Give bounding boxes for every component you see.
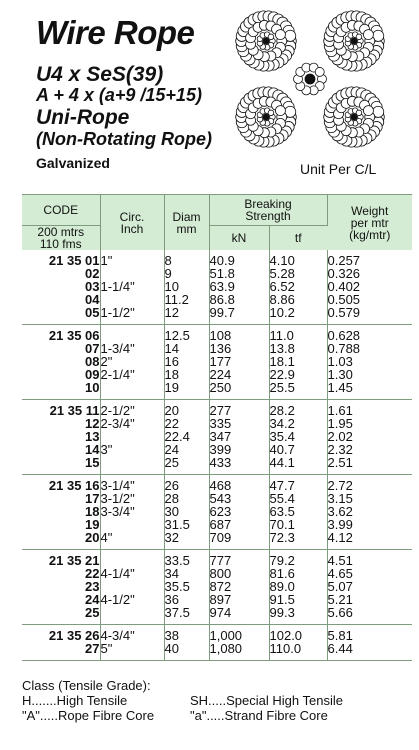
cell-code: 17 — [22, 492, 100, 505]
cell-diam: 30 — [164, 505, 209, 518]
cell-code: 21 35 01 — [22, 250, 100, 267]
cell-diam: 18 — [164, 368, 209, 381]
cell-kn: 136 — [209, 342, 269, 355]
cell-wt: 1.03 — [327, 354, 353, 369]
product-title: Wire Rope — [36, 14, 195, 51]
cell-diam: 32 — [164, 531, 209, 550]
cell-wt: 0.402 — [327, 279, 361, 294]
cell-kn: 63.9 — [209, 280, 269, 293]
cell-diam: 31.5 — [164, 518, 209, 531]
cell-circ: 2-1/2" — [100, 400, 164, 418]
cell-tf: 55.4 — [269, 492, 327, 505]
cell-circ: 2-3/4" — [100, 417, 164, 430]
cell-code: 14 — [22, 443, 100, 456]
cell-kn: 468 — [209, 475, 269, 493]
cell-circ: 4" — [100, 531, 164, 550]
legend-rope-fibre-core: "A".....Rope Fibre Core — [22, 708, 155, 723]
cell-diam: 37.5 — [164, 606, 209, 625]
table-row — [22, 475, 412, 493]
cell-code: 04 — [22, 293, 100, 306]
cell-tf: 22.9 — [269, 368, 327, 381]
legend-strand-fibre-core: "a".....Strand Fibre Core — [190, 708, 328, 723]
cell-diam: 26 — [164, 475, 209, 493]
cell-code: 21 35 21 — [22, 550, 100, 568]
cell-diam: 36 — [164, 593, 209, 606]
cell-circ: 1-1/2" — [100, 306, 164, 325]
cell-wt: 2.32 — [327, 442, 353, 457]
cell-circ: 4-1/2" — [100, 593, 164, 606]
cell-diam: 24 — [164, 443, 209, 456]
cell-kn: 347 — [209, 430, 269, 443]
specification-table — [22, 194, 412, 661]
cell-kn: 250 — [209, 381, 269, 400]
cell-kn: 872 — [209, 580, 269, 593]
cell-tf: 91.5 — [269, 593, 327, 606]
cell-diam: 9 — [164, 267, 209, 280]
cell-wt: 2.72 — [327, 478, 353, 493]
finish-label: Galvanized — [36, 155, 110, 171]
cell-tf: 81.6 — [269, 567, 327, 580]
cell-code: 02 — [22, 267, 100, 280]
cell-wt: 2.02 — [327, 429, 353, 444]
cell-wt: 1.30 — [327, 367, 353, 382]
cell-code: 24 — [22, 593, 100, 606]
rope-cross-section-icon — [215, 4, 405, 154]
cell-circ — [100, 325, 164, 343]
cell-wt: 0.326 — [327, 266, 361, 281]
cell-tf: 47.7 — [269, 475, 327, 493]
cell-kn: 1,000 — [209, 625, 269, 643]
cell-code: 12 — [22, 417, 100, 430]
cell-tf: 63.5 — [269, 505, 327, 518]
cell-tf: 11.0 — [269, 325, 327, 343]
cell-code: 22 — [22, 567, 100, 580]
table-row — [22, 381, 412, 400]
table-row — [22, 306, 412, 325]
cell-diam: 11.2 — [164, 293, 209, 306]
table-row — [22, 606, 412, 625]
cell-code: 07 — [22, 342, 100, 355]
cell-wt: 1.61 — [327, 403, 353, 418]
cell-wt: 6.44 — [327, 642, 412, 661]
cell-kn: 51.8 — [209, 267, 269, 280]
cell-circ: 2-1/4" — [100, 368, 164, 381]
cell-wt: 3.99 — [327, 517, 353, 532]
unit-note: Unit Per C/L — [300, 161, 377, 177]
cell-code: 13 — [22, 430, 100, 443]
cell-circ: 3-1/2" — [100, 492, 164, 505]
product-header — [0, 0, 419, 188]
cell-tf: 25.5 — [269, 381, 327, 400]
cell-diam: 12 — [164, 306, 209, 325]
header-tf: tf — [269, 226, 327, 251]
cell-diam: 10 — [164, 280, 209, 293]
cell-wt: 0.257 — [327, 253, 361, 268]
cell-diam: 20 — [164, 400, 209, 418]
table-row — [22, 550, 412, 568]
cell-tf: 99.3 — [269, 606, 327, 625]
cell-circ: 1" — [100, 250, 164, 267]
cell-wt: 4.12 — [327, 531, 412, 550]
cell-tf: 18.1 — [269, 355, 327, 368]
cell-kn: 86.8 — [209, 293, 269, 306]
cell-diam: 33.5 — [164, 550, 209, 568]
cell-code: 03 — [22, 280, 100, 293]
cell-kn: 224 — [209, 368, 269, 381]
cell-wt: 4.51 — [327, 553, 353, 568]
legend-high-tensile: H.......High Tensile — [22, 693, 128, 708]
cell-tf: 6.52 — [269, 280, 327, 293]
header-diam: Diam mm — [164, 195, 209, 251]
cell-wt: 3.62 — [327, 504, 353, 519]
header-breaking-strength: Breaking Strength — [209, 195, 327, 226]
cell-diam: 22 — [164, 417, 209, 430]
cell-wt: 5.07 — [327, 579, 353, 594]
cell-kn: 687 — [209, 518, 269, 531]
cell-kn: 709 — [209, 531, 269, 550]
cell-code: 18 — [22, 505, 100, 518]
cell-circ — [100, 381, 164, 400]
cell-diam: 8 — [164, 250, 209, 267]
cell-kn: 40.9 — [209, 250, 269, 267]
cell-circ — [100, 456, 164, 475]
cell-circ: 5" — [100, 642, 164, 661]
cell-tf: 110.0 — [269, 642, 327, 661]
cell-kn: 108 — [209, 325, 269, 343]
header-code-sub: 200 mtrs 110 fms — [22, 226, 100, 251]
table-row — [22, 642, 412, 661]
cell-wt: 0.505 — [327, 292, 361, 307]
cell-code: 21 35 16 — [22, 475, 100, 493]
cell-code: 23 — [22, 580, 100, 593]
cell-kn: 777 — [209, 550, 269, 568]
cell-circ: 3" — [100, 443, 164, 456]
cell-tf: 40.7 — [269, 443, 327, 456]
cell-wt: 5.81 — [327, 628, 353, 643]
cell-code: 09 — [22, 368, 100, 381]
cell-diam: 22.4 — [164, 430, 209, 443]
header-circ: Circ. Inch — [100, 195, 164, 251]
cell-circ: 4-3/4" — [100, 625, 164, 643]
cell-tf: 35.4 — [269, 430, 327, 443]
cell-kn: 99.7 — [209, 306, 269, 325]
cell-diam: 35.5 — [164, 580, 209, 593]
cell-diam: 40 — [164, 642, 209, 661]
cell-tf: 10.2 — [269, 306, 327, 325]
cell-tf: 4.10 — [269, 250, 327, 267]
cell-diam: 25 — [164, 456, 209, 475]
grade-legend — [22, 678, 412, 723]
cell-tf: 5.28 — [269, 267, 327, 280]
cell-code: 08 — [22, 355, 100, 368]
cell-kn: 974 — [209, 606, 269, 625]
cell-kn: 335 — [209, 417, 269, 430]
rope-type-note: (Non-Rotating Rope) — [36, 129, 212, 149]
cell-tf: 28.2 — [269, 400, 327, 418]
cell-code: 21 35 26 — [22, 625, 100, 643]
cell-tf: 102.0 — [269, 625, 327, 643]
cell-diam: 16 — [164, 355, 209, 368]
cell-wt: 4.65 — [327, 566, 353, 581]
cell-code: 10 — [22, 381, 100, 400]
cell-code: 20 — [22, 531, 100, 550]
cell-wt: 0.579 — [327, 306, 412, 325]
cell-code: 21 35 11 — [22, 400, 100, 418]
cell-wt: 3.15 — [327, 491, 353, 506]
legend-special-high-tensile: SH.....Special High Tensile — [190, 693, 343, 708]
cell-diam: 34 — [164, 567, 209, 580]
cell-diam: 19 — [164, 381, 209, 400]
cell-circ: 3-1/4" — [100, 475, 164, 493]
cell-circ: 4-1/4" — [100, 567, 164, 580]
header-code: CODE — [22, 195, 100, 226]
cell-tf: 79.2 — [269, 550, 327, 568]
cell-kn: 623 — [209, 505, 269, 518]
cell-wt: 2.51 — [327, 456, 412, 475]
rope-type: Uni-Rope — [36, 106, 130, 129]
cell-circ: 1-3/4" — [100, 342, 164, 355]
cell-circ: 3-3/4" — [100, 505, 164, 518]
cell-circ: 1-1/4" — [100, 280, 164, 293]
construction-spec: U4 x SeS(39) — [36, 63, 164, 86]
cell-diam: 14 — [164, 342, 209, 355]
table-row — [22, 531, 412, 550]
cell-kn: 897 — [209, 593, 269, 606]
cell-code: 27 — [22, 642, 100, 661]
cell-kn: 543 — [209, 492, 269, 505]
cell-code: 15 — [22, 456, 100, 475]
cell-wt: 5.66 — [327, 606, 412, 625]
cell-diam: 28 — [164, 492, 209, 505]
cell-circ: 2" — [100, 355, 164, 368]
cell-tf: 72.3 — [269, 531, 327, 550]
cell-circ — [100, 606, 164, 625]
cell-kn: 800 — [209, 567, 269, 580]
cell-tf: 44.1 — [269, 456, 327, 475]
table-row — [22, 400, 412, 418]
cell-kn: 433 — [209, 456, 269, 475]
cell-wt: 0.628 — [327, 328, 361, 343]
cell-code: 19 — [22, 518, 100, 531]
table-row — [22, 325, 412, 343]
cell-kn: 1,080 — [209, 642, 269, 661]
legend-title: Class (Tensile Grade): — [22, 678, 151, 693]
cell-circ — [100, 550, 164, 568]
cell-kn: 399 — [209, 443, 269, 456]
cell-wt: 0.788 — [327, 341, 361, 356]
header-kn: kN — [209, 226, 269, 251]
cell-wt: 5.21 — [327, 592, 353, 607]
header-weight: Weight per mtr (kg/mtr) — [327, 195, 412, 251]
table-row — [22, 456, 412, 475]
construction-formula: A + 4 x (a+9 /15+15) — [36, 85, 202, 105]
table-row — [22, 625, 412, 643]
cell-code: 25 — [22, 606, 100, 625]
cell-tf: 70.1 — [269, 518, 327, 531]
cell-tf: 8.86 — [269, 293, 327, 306]
cell-kn: 177 — [209, 355, 269, 368]
table-row — [22, 250, 412, 267]
cell-tf: 13.8 — [269, 342, 327, 355]
cell-diam: 38 — [164, 625, 209, 643]
cell-kn: 277 — [209, 400, 269, 418]
cell-wt: 1.45 — [327, 381, 412, 400]
cell-code: 05 — [22, 306, 100, 325]
cell-tf: 89.0 — [269, 580, 327, 593]
cell-wt: 1.95 — [327, 416, 353, 431]
cell-diam: 12.5 — [164, 325, 209, 343]
cell-tf: 34.2 — [269, 417, 327, 430]
cell-code: 21 35 06 — [22, 325, 100, 343]
